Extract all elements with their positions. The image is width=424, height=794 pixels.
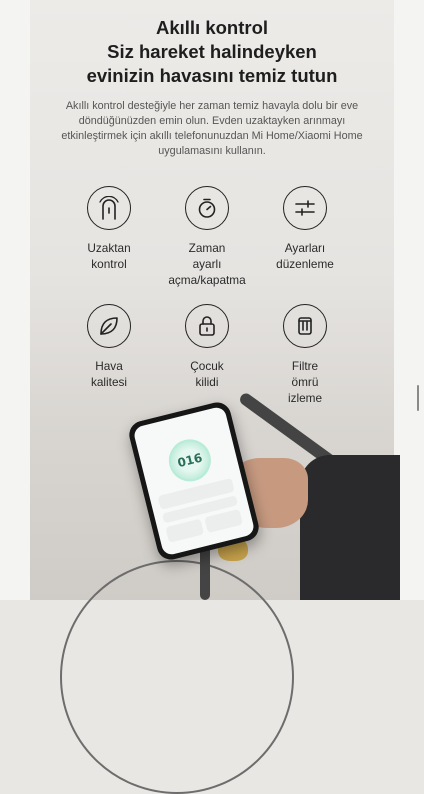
feature-label: Hava kalitesi (90, 359, 128, 389)
air-quality-dial (164, 435, 215, 486)
leaf-icon (87, 304, 131, 348)
feature-timer (152, 186, 262, 288)
app-tile (204, 509, 243, 533)
remote-control-icon (87, 186, 131, 230)
app-tile (165, 519, 204, 543)
lock-icon (185, 304, 229, 348)
feature-label: Uzaktan kontrol (87, 241, 131, 271)
feature-air-quality (54, 304, 164, 390)
feature-label: Ayarları düzenleme (276, 241, 334, 271)
left-margin (0, 0, 30, 600)
feature-remote-control (54, 186, 164, 272)
page-title (30, 16, 394, 88)
sliders-icon (283, 186, 327, 230)
mi-home-app-screen (132, 406, 255, 557)
feature-filter-life (250, 304, 360, 406)
feature-label: Zaman ayarlı açma/kapatma (168, 241, 246, 287)
feature-adjust-settings (250, 186, 360, 272)
feature-label: Filtre ömrü izleme (287, 359, 323, 405)
title-line: Siz hareket halindeyken (107, 41, 317, 62)
filter-icon (283, 304, 327, 348)
timer-icon (185, 186, 229, 230)
feature-label: Çocuk kilidi (190, 359, 224, 389)
feature-child-lock (152, 304, 262, 390)
rider-sleeve (300, 455, 400, 600)
title-line: evinizin havasını temiz tutun (86, 65, 338, 86)
title-line: Akıllı kontrol (155, 17, 269, 38)
smartphone (126, 400, 261, 563)
scrollbar-thumb[interactable] (417, 385, 419, 411)
description-text: Akıllı kontrol desteğiyle her zaman temiz havayla dolu bir eve döndüğünüzden emin olun. Evden uzaktayken arınmayı etkinleştirmek için akıllı telefonunuzdan Mi Home/Xiaomi Home uygulamasını kullanın. (61, 100, 363, 157)
bicycle-front-wheel (60, 560, 294, 794)
air-quality-value: 016 (176, 450, 204, 471)
